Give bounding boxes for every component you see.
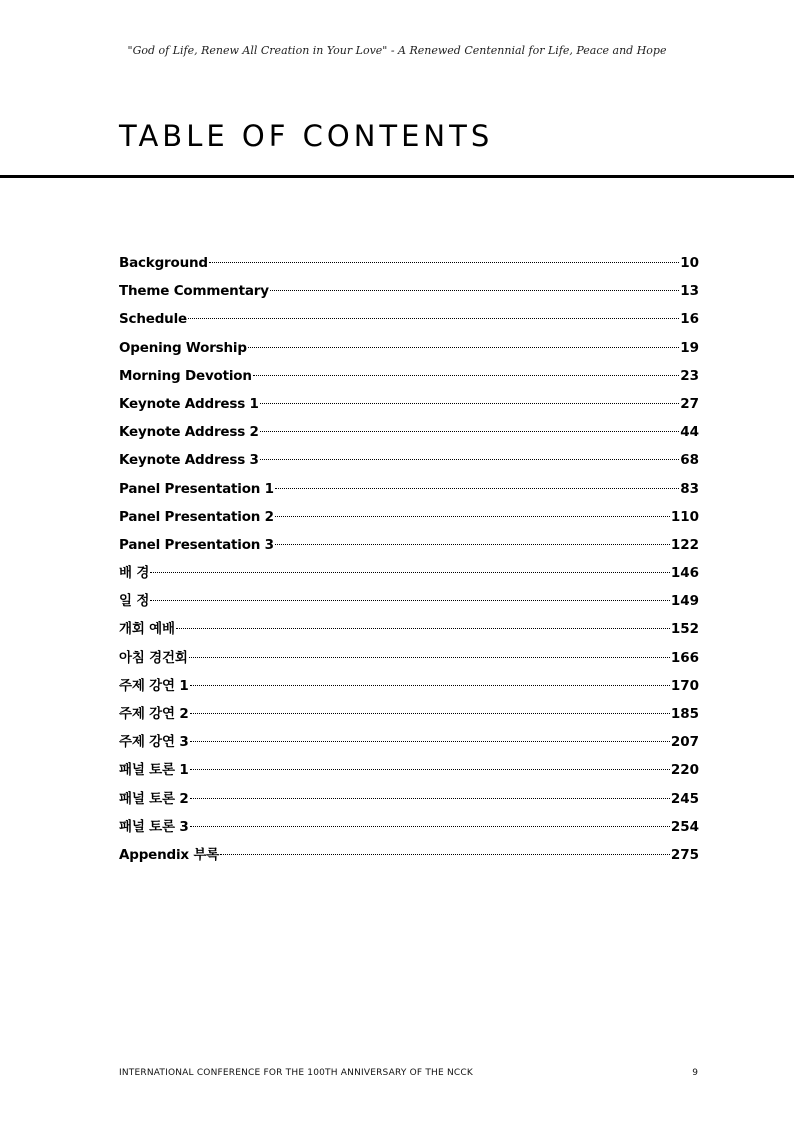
toc-entry[interactable] <box>119 813 699 841</box>
toc-entry-page: 152 <box>670 621 699 638</box>
toc-entry-page: 110 <box>670 508 699 525</box>
toc-entry-page: 275 <box>670 846 699 863</box>
page-title: TABLE OF CONTENTS <box>119 119 494 153</box>
toc-entry-label: Schedule <box>119 311 187 328</box>
toc-entry-label: 주제 강연 2 <box>119 706 189 722</box>
dot-leader <box>190 713 670 714</box>
toc-entry-page: 254 <box>670 818 699 835</box>
toc-entry[interactable] <box>119 446 699 474</box>
page-number: 9 <box>692 1068 698 1078</box>
toc-entry-page: 44 <box>680 424 699 441</box>
toc-entry-page: 245 <box>670 790 699 807</box>
toc-entry-page: 122 <box>670 536 699 553</box>
toc-entry-label: 아침 경건회 <box>119 649 188 666</box>
dot-leader <box>253 375 679 376</box>
toc-entry-page: 185 <box>670 706 699 722</box>
toc-entry-label: 일 정 <box>119 593 150 610</box>
toc-entry-label: Panel Presentation 2 <box>119 508 274 525</box>
toc-entry-label: Keynote Address 1 <box>119 395 259 412</box>
dot-leader <box>270 290 679 291</box>
toc-entry-label: Panel Presentation 1 <box>119 480 274 497</box>
dot-leader <box>190 769 670 770</box>
header-tagline: "God of Life, Renew All Creation in Your Love" - A Renewed Centennial for Life, Peace and Hope <box>127 44 667 57</box>
toc-entry-page: 68 <box>680 452 699 469</box>
toc-entry-label: 패널 토론 2 <box>119 790 189 807</box>
title-divider <box>0 175 794 178</box>
toc-entry[interactable] <box>119 559 699 587</box>
toc-entry[interactable] <box>119 418 699 446</box>
dot-leader <box>248 347 679 348</box>
toc-entry-page: 170 <box>670 677 699 694</box>
toc-entry[interactable] <box>119 756 699 784</box>
toc-entry-label: 패널 토론 3 <box>119 818 189 835</box>
toc-entry[interactable] <box>119 615 699 643</box>
toc-entry[interactable] <box>119 672 699 700</box>
toc-entry-label: Panel Presentation 3 <box>119 536 274 553</box>
dot-leader <box>209 262 679 263</box>
dot-leader <box>260 459 679 460</box>
toc-entry[interactable] <box>119 390 699 418</box>
toc-entry[interactable] <box>119 728 699 756</box>
dot-leader <box>189 657 670 658</box>
toc-entry[interactable] <box>119 785 699 813</box>
toc-entry-page: 220 <box>670 762 699 779</box>
toc-entry[interactable] <box>119 644 699 672</box>
dot-leader <box>275 488 679 489</box>
toc-entry[interactable] <box>119 362 699 390</box>
dot-leader <box>260 431 679 432</box>
toc-entry-page: 27 <box>680 395 699 412</box>
toc-entry[interactable] <box>119 475 699 503</box>
dot-leader <box>190 826 670 827</box>
toc-entry-label: 주제 강연 3 <box>119 734 189 751</box>
dot-leader <box>260 403 679 404</box>
toc-entry-label: 개회 예배 <box>119 621 175 638</box>
toc-entry-label: Background <box>119 255 208 271</box>
toc-entry-label: Appendix 부록 <box>119 846 220 863</box>
toc-entry-label: Theme Commentary <box>119 283 269 300</box>
toc-entry-page: 10 <box>680 255 699 271</box>
toc-entry-label: 패널 토론 1 <box>119 762 189 779</box>
dot-leader <box>150 572 670 573</box>
toc-entry-label: 주제 강연 1 <box>119 677 189 694</box>
toc-entry[interactable] <box>119 531 699 559</box>
toc-entry-page: 146 <box>670 565 699 582</box>
toc-entry-label: Opening Worship <box>119 339 247 356</box>
toc-entry-label: 배 경 <box>119 565 150 582</box>
dot-leader <box>190 798 670 799</box>
footer-text: INTERNATIONAL CONFERENCE FOR THE 100TH ANNIVERSARY OF THE NCCK <box>119 1068 473 1078</box>
toc-entry-page: 13 <box>680 283 699 300</box>
toc-entry-page: 207 <box>670 734 699 751</box>
dot-leader <box>176 628 670 629</box>
dot-leader <box>190 741 670 742</box>
dot-leader <box>150 600 670 601</box>
toc-entry-page: 23 <box>680 367 699 384</box>
dot-leader <box>275 544 670 545</box>
toc-entry[interactable] <box>119 305 699 333</box>
toc-entry-label: Keynote Address 2 <box>119 424 259 441</box>
toc-entry-page: 19 <box>680 339 699 356</box>
toc-entry[interactable] <box>119 503 699 531</box>
toc-entry-label: Keynote Address 3 <box>119 452 259 469</box>
toc-entry-page: 149 <box>670 593 699 610</box>
toc-entry[interactable] <box>119 700 699 728</box>
dot-leader <box>275 516 670 517</box>
toc-entry-page: 83 <box>680 480 699 497</box>
toc-entry-page: 166 <box>670 649 699 666</box>
dot-leader <box>188 318 679 319</box>
toc-entry[interactable] <box>119 334 699 362</box>
toc-entry[interactable] <box>119 587 699 615</box>
table-of-contents <box>119 249 699 869</box>
dot-leader <box>220 854 670 855</box>
dot-leader <box>190 685 670 686</box>
toc-entry[interactable] <box>119 249 699 277</box>
toc-entry-label: Morning Devotion <box>119 367 252 384</box>
toc-entry[interactable] <box>119 841 699 869</box>
toc-entry-page: 16 <box>680 311 699 328</box>
toc-entry[interactable] <box>119 277 699 305</box>
